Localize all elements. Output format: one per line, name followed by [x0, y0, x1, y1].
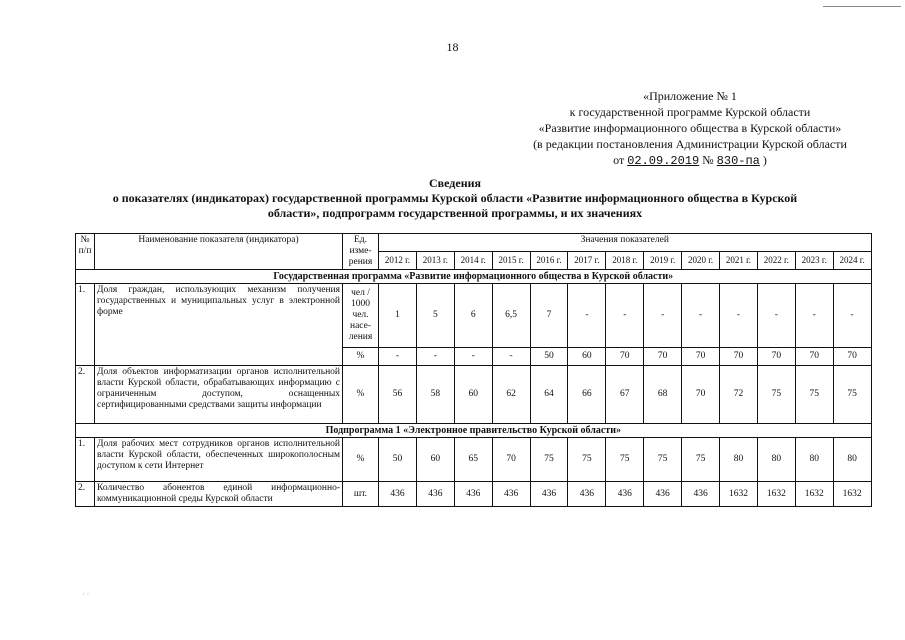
value-cell: 70	[833, 348, 871, 366]
value-cell: 72	[720, 366, 758, 424]
value-cell: 70	[795, 348, 833, 366]
value-cell: -	[492, 348, 530, 366]
header-name: Наименование показателя (индикатора)	[95, 234, 343, 270]
header-values-group: Значения показателей	[379, 234, 872, 252]
title-line-2: о показателях (индикаторах) государственной программы Курской области «Развитие информационного общества в Курской	[112, 191, 798, 205]
value-cell: 436	[416, 482, 454, 507]
year-header: 2017 г.	[568, 252, 606, 270]
value-cell: 65	[454, 438, 492, 482]
value-cell: 75	[757, 366, 795, 424]
decree-date: 02.09.2019	[627, 154, 700, 168]
value-cell: 1632	[833, 482, 871, 507]
section-row-subprogram-label: Подпрограмма 1 «Электронное правительство Курской области»	[76, 424, 872, 438]
table-row	[76, 482, 872, 507]
scan-mark: · ·	[82, 590, 90, 599]
unit-cell: %	[343, 366, 379, 424]
date-prefix: от	[613, 153, 625, 167]
value-cell: 75	[606, 438, 644, 482]
value-cell: 6,5	[492, 284, 530, 348]
value-cell: 1	[379, 284, 417, 348]
row-number: 1.	[76, 284, 95, 366]
value-cell: -	[833, 284, 871, 348]
value-cell: 70	[682, 366, 720, 424]
value-cell: 1632	[757, 482, 795, 507]
indicator-name: Доля объектов информатизации органов исполнительной власти Курской области, обрабатывающих информацию с ограниченным доступом, оснащенных сертифицированными средствами защиты информации	[95, 366, 343, 424]
indicators-table	[75, 233, 872, 507]
value-cell: -	[606, 284, 644, 348]
appendix-line-2: к государственной программе Курской области	[569, 105, 811, 119]
value-cell: 70	[644, 348, 682, 366]
value-cell: -	[416, 348, 454, 366]
year-header: 2019 г.	[644, 252, 682, 270]
section-row-program	[76, 270, 872, 284]
value-cell: -	[795, 284, 833, 348]
decree-number: 830-па	[716, 154, 760, 168]
value-cell: 436	[606, 482, 644, 507]
value-cell: 60	[416, 438, 454, 482]
year-header: 2016 г.	[530, 252, 568, 270]
appendix-line-1: «Приложение № 1	[643, 89, 737, 103]
appendix-note	[500, 88, 880, 169]
top-edge-line	[823, 6, 901, 7]
year-header: 2018 г.	[606, 252, 644, 270]
row-number: 2.	[76, 366, 95, 424]
unit-cell: чел / 1000 чел. насе- ления	[343, 284, 379, 348]
value-cell: 70	[720, 348, 758, 366]
year-header: 2012 г.	[379, 252, 417, 270]
value-cell: 75	[568, 438, 606, 482]
value-cell: 60	[454, 366, 492, 424]
value-cell: 436	[568, 482, 606, 507]
section-row-subprogram	[76, 424, 872, 438]
value-cell: 1632	[720, 482, 758, 507]
value-cell: 70	[492, 438, 530, 482]
value-cell: -	[720, 284, 758, 348]
title-line-1: Сведения	[428, 176, 482, 190]
value-cell: 7	[530, 284, 568, 348]
value-cell: 80	[720, 438, 758, 482]
title-line-3: области», подпрограмм государственной программы, и их значениях	[267, 206, 643, 220]
value-cell: 6	[454, 284, 492, 348]
year-header: 2015 г.	[492, 252, 530, 270]
year-header: 2024 г.	[833, 252, 871, 270]
value-cell: 80	[795, 438, 833, 482]
value-cell: 64	[530, 366, 568, 424]
year-header: 2013 г.	[416, 252, 454, 270]
value-cell: -	[682, 284, 720, 348]
value-cell: 62	[492, 366, 530, 424]
table-row	[76, 284, 872, 348]
row-number: 2.	[76, 482, 95, 507]
value-cell: 80	[833, 438, 871, 482]
value-cell: 50	[379, 438, 417, 482]
table-row	[76, 366, 872, 424]
value-cell: 436	[682, 482, 720, 507]
value-cell: 68	[644, 366, 682, 424]
value-cell: 56	[379, 366, 417, 424]
year-header: 2020 г.	[682, 252, 720, 270]
value-cell: -	[379, 348, 417, 366]
value-cell: 66	[568, 366, 606, 424]
value-cell: 75	[682, 438, 720, 482]
value-cell: 75	[644, 438, 682, 482]
value-cell: 80	[757, 438, 795, 482]
page-number: 18	[446, 40, 459, 54]
value-cell: 70	[606, 348, 644, 366]
value-cell: 436	[492, 482, 530, 507]
unit-cell: %	[343, 348, 379, 366]
value-cell: 436	[644, 482, 682, 507]
value-cell: -	[644, 284, 682, 348]
section-row-program-label: Государственная программа «Развитие информационного общества в Курской области»	[76, 270, 872, 284]
document-title	[50, 176, 860, 221]
value-cell: 436	[454, 482, 492, 507]
value-cell: 70	[682, 348, 720, 366]
closing-paren: )	[762, 153, 767, 167]
table-row	[76, 438, 872, 482]
value-cell: 60	[568, 348, 606, 366]
value-cell: 1632	[795, 482, 833, 507]
value-cell: 50	[530, 348, 568, 366]
unit-cell: %	[343, 438, 379, 482]
indicator-name: Доля граждан, использующих механизм получения государственных и муниципальных услуг в электронной форме	[95, 284, 343, 366]
value-cell: -	[454, 348, 492, 366]
indicator-name: Количество абонентов единой информационно-коммуникационной среды Курской области	[95, 482, 343, 507]
header-unit: Ед. изме- рения	[343, 234, 379, 270]
year-header: 2023 г.	[795, 252, 833, 270]
value-cell: -	[568, 284, 606, 348]
year-header: 2014 г.	[454, 252, 492, 270]
value-cell: 436	[379, 482, 417, 507]
header-num: № п/п	[76, 234, 95, 270]
value-cell: 67	[606, 366, 644, 424]
unit-cell: шт.	[343, 482, 379, 507]
value-cell: 5	[416, 284, 454, 348]
value-cell: 75	[833, 366, 871, 424]
value-cell: 58	[416, 366, 454, 424]
year-header: 2021 г.	[720, 252, 758, 270]
year-header: 2022 г.	[757, 252, 795, 270]
row-number: 1.	[76, 438, 95, 482]
appendix-line-3: «Развитие информационного общества в Курской области»	[538, 121, 842, 135]
value-cell: 70	[757, 348, 795, 366]
value-cell: 75	[530, 438, 568, 482]
value-cell: 436	[530, 482, 568, 507]
appendix-line-4: (в редакции постановления Администрации Курской области	[533, 137, 847, 151]
header-row	[76, 234, 872, 252]
number-prefix: №	[702, 153, 714, 167]
appendix-date-line	[500, 152, 880, 169]
value-cell: -	[757, 284, 795, 348]
value-cell: 75	[795, 366, 833, 424]
indicator-name: Доля рабочих мест сотрудников органов исполнительной власти Курской области, обеспеченных широкополосным доступом к сети Интернет	[95, 438, 343, 482]
